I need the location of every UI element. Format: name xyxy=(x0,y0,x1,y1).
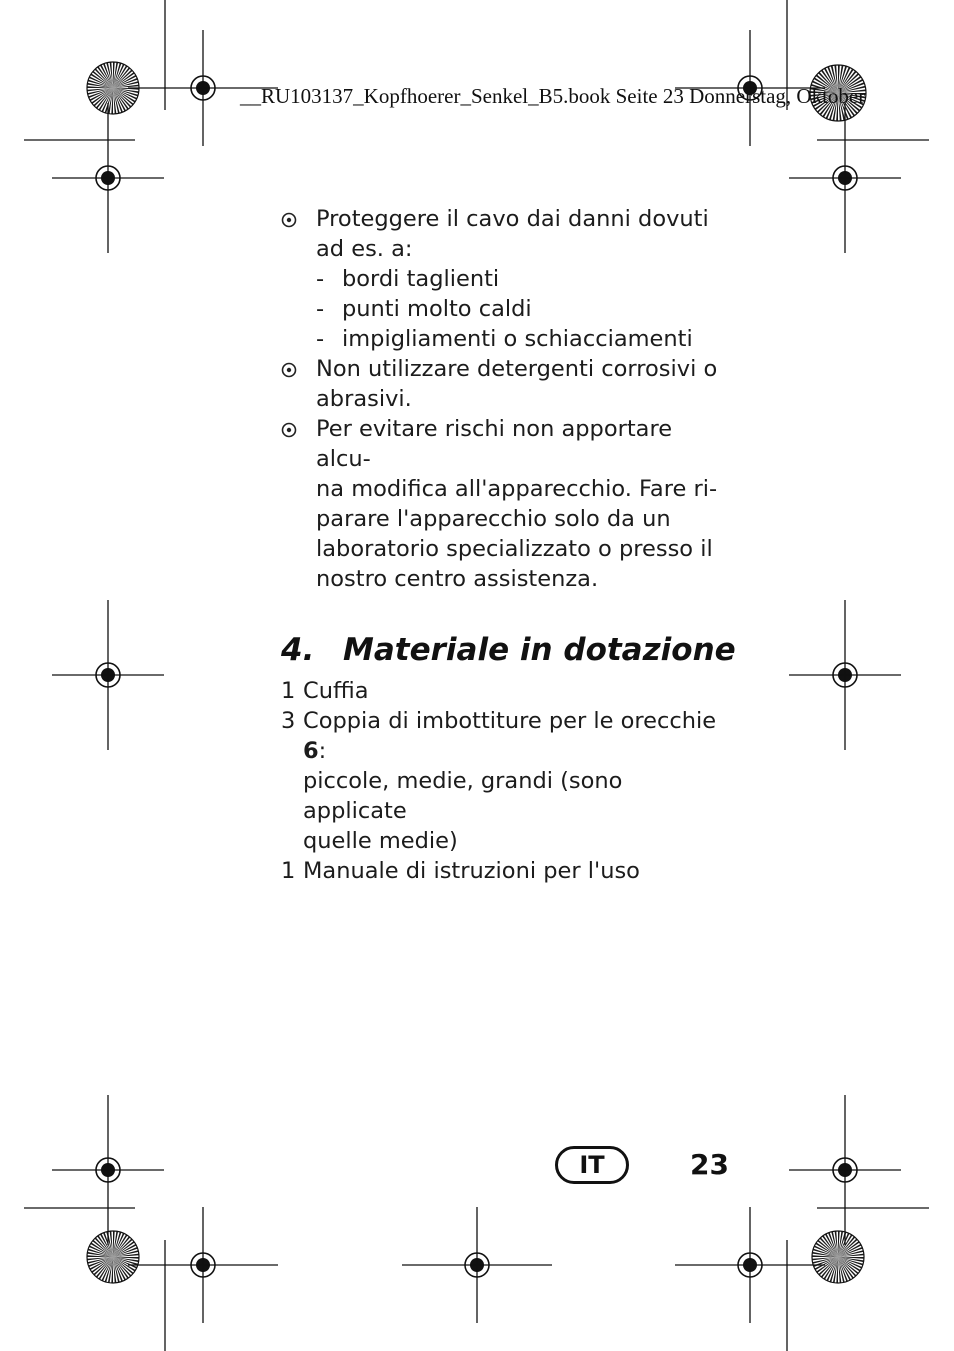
dash-marker: - xyxy=(316,296,325,322)
bullet-line: Per evitare rischi non apportare alcu- xyxy=(316,416,673,472)
page-number: 23 xyxy=(690,1148,729,1181)
section-title: Materiale in dotazione xyxy=(343,632,736,668)
item-line: Cuffia xyxy=(303,678,369,704)
contents-item xyxy=(281,676,731,706)
dash-marker: - xyxy=(316,266,325,292)
sub-list-item xyxy=(281,264,731,294)
bullet-line: nostro centro assistenza. xyxy=(316,566,599,592)
circle-dot-icon xyxy=(281,212,297,228)
color-star-target xyxy=(812,1231,864,1283)
item-quantity: 1 xyxy=(281,678,296,704)
section-number: 4. xyxy=(281,632,315,668)
sub-list-item xyxy=(281,324,731,354)
item-line: piccole, medie, grandi (sono applicate xyxy=(303,768,623,824)
bullet-line: na modifica all'apparecchio. Fare ri- xyxy=(316,476,718,502)
bullet-line: abrasivi. xyxy=(316,386,412,412)
item-text-suffix: : xyxy=(318,738,327,764)
bullet-item xyxy=(281,204,731,264)
bullet-line: ad es. a: xyxy=(316,236,413,262)
item-text: Coppia di imbottiture per le orecchie xyxy=(303,708,717,734)
item-line xyxy=(303,706,731,766)
sub-item-text: impigliamenti o schiacciamenti xyxy=(342,326,693,352)
language-badge: IT xyxy=(555,1146,629,1184)
bullet-line: Proteggere il cavo dai danni dovuti xyxy=(316,206,709,232)
bullet-item xyxy=(281,354,731,414)
sub-item-text: punti molto caldi xyxy=(342,296,532,322)
bullet-line: laboratorio specializzato o presso il xyxy=(316,536,713,562)
item-line: Manuale di istruzioni per l'uso xyxy=(303,858,640,884)
bullet-line: Non utilizzare detergenti corrosivi o xyxy=(316,356,718,382)
bullet-line: parare l'apparecchio solo da un xyxy=(316,506,671,532)
contents-list xyxy=(281,676,731,886)
sub-list-item xyxy=(281,294,731,324)
part-number-ref: 6 xyxy=(303,738,319,764)
item-quantity: 3 xyxy=(281,708,296,734)
contents-item xyxy=(281,856,731,886)
item-line: quelle medie) xyxy=(303,828,458,854)
bullet-item xyxy=(281,414,731,594)
safety-list xyxy=(281,204,731,594)
sub-item-text: bordi taglienti xyxy=(342,266,500,292)
section-heading xyxy=(281,624,736,676)
circle-dot-icon xyxy=(281,362,297,378)
color-star-target xyxy=(87,1231,139,1283)
dash-marker: - xyxy=(316,326,325,352)
circle-dot-icon xyxy=(281,422,297,438)
contents-item xyxy=(281,706,731,856)
page-content xyxy=(281,204,736,886)
item-quantity: 1 xyxy=(281,858,296,884)
print-header: __RU103137_Kopfhoerer_Senkel_B5.book Seite 23 Donnerstag, Oktober xyxy=(240,84,866,108)
